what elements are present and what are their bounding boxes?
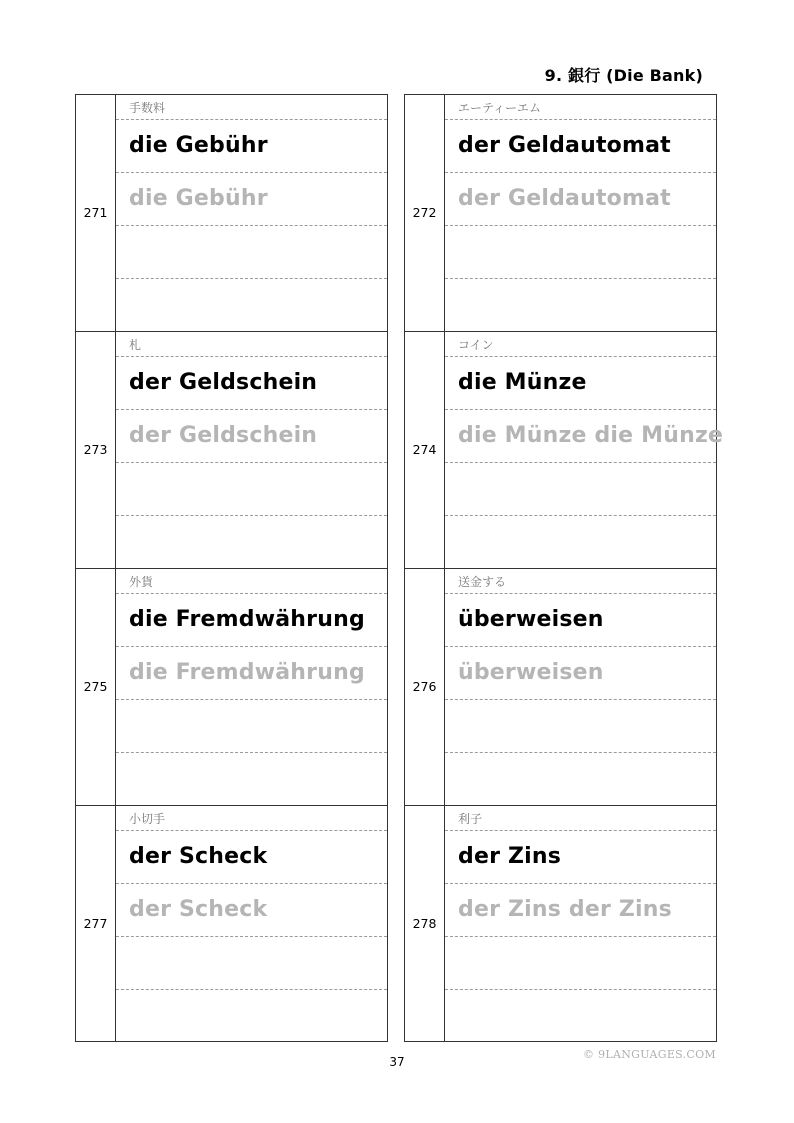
- japanese-meaning: 札: [129, 338, 142, 352]
- trace-word: der Geldautomat: [458, 186, 671, 211]
- practice-line: [116, 463, 387, 516]
- japanese-meaning: 手数料: [129, 101, 166, 115]
- chapter-title: 9. 銀行 (Die Bank): [544, 66, 703, 85]
- japanese-meaning: 小切手: [129, 812, 166, 826]
- practice-line: [445, 937, 716, 990]
- vocab-card-275: [75, 568, 388, 805]
- meaning-row: [445, 806, 716, 831]
- card-number: 271: [83, 205, 108, 220]
- number-cell: [76, 95, 116, 331]
- german-word: der Scheck: [129, 844, 268, 869]
- trace-row: [445, 647, 716, 700]
- japanese-meaning: コイン: [458, 338, 494, 352]
- practice-line: [116, 516, 387, 569]
- trace-word: die Fremdwährung: [129, 660, 365, 685]
- number-cell: [405, 569, 445, 805]
- number-cell: [405, 332, 445, 568]
- card-number: 278: [412, 916, 437, 931]
- trace-word: der Geldschein: [129, 423, 318, 448]
- page-number: 37: [389, 1055, 405, 1069]
- practice-line: [445, 516, 716, 569]
- word-row: [116, 594, 387, 647]
- practice-line: [116, 279, 387, 332]
- practice-line: [116, 700, 387, 753]
- practice-line: [445, 226, 716, 279]
- vocab-card-277: [75, 805, 388, 1042]
- meaning-row: [116, 95, 387, 120]
- card-number: 272: [412, 205, 437, 220]
- japanese-meaning: 送金する: [458, 575, 507, 589]
- meaning-row: [116, 332, 387, 357]
- practice-line: [445, 463, 716, 516]
- practice-line: [445, 279, 716, 332]
- word-row: [116, 831, 387, 884]
- japanese-meaning: 外貨: [129, 575, 154, 589]
- vocab-card-278: [404, 805, 717, 1042]
- word-row: [445, 120, 716, 173]
- vocab-card-273: [75, 331, 388, 568]
- german-word: der Zins: [458, 844, 562, 869]
- card-number: 275: [83, 679, 108, 694]
- word-row: [445, 357, 716, 410]
- german-word: die Münze: [458, 370, 587, 395]
- practice-line: [116, 937, 387, 990]
- trace-row: [445, 410, 724, 463]
- vocab-card-272: [404, 94, 717, 331]
- german-word: überweisen: [458, 607, 604, 632]
- meaning-row: [445, 569, 716, 594]
- german-word: die Fremdwährung: [129, 607, 365, 632]
- card-number: 273: [83, 442, 108, 457]
- word-row: [116, 120, 387, 173]
- number-cell: [76, 806, 116, 1041]
- trace-row: [116, 647, 387, 700]
- trace-row: [116, 173, 387, 226]
- copyright-notice: © 9LANGUAGES.COM: [583, 1048, 716, 1061]
- number-cell: [405, 95, 445, 331]
- number-cell: [76, 332, 116, 568]
- meaning-row: [116, 569, 387, 594]
- practice-line: [445, 700, 716, 753]
- japanese-meaning: 利子: [458, 812, 483, 826]
- german-word: der Geldautomat: [458, 133, 671, 158]
- trace-row: [445, 173, 716, 226]
- word-row: [445, 594, 716, 647]
- trace-row: [445, 884, 716, 937]
- meaning-row: [445, 332, 716, 357]
- number-cell: [76, 569, 116, 805]
- japanese-meaning: エーティーエム: [458, 101, 542, 115]
- german-word: die Gebühr: [129, 133, 268, 158]
- vocab-card-271: [75, 94, 388, 331]
- word-row: [445, 831, 716, 884]
- card-number: 277: [83, 916, 108, 931]
- number-cell: [405, 806, 445, 1041]
- german-word: der Geldschein: [129, 370, 318, 395]
- trace-word: die Münze die Münze: [458, 423, 724, 448]
- meaning-row: [116, 806, 387, 831]
- practice-line: [116, 990, 387, 1043]
- trace-word: der Scheck: [129, 897, 268, 922]
- trace-row: [116, 884, 387, 937]
- word-row: [116, 357, 387, 410]
- practice-line: [116, 226, 387, 279]
- card-number: 274: [412, 442, 437, 457]
- trace-word: überweisen: [458, 660, 604, 685]
- practice-line: [445, 990, 716, 1043]
- card-number: 276: [412, 679, 437, 694]
- vocab-card-276: [404, 568, 717, 805]
- trace-row: [116, 410, 387, 463]
- meaning-row: [445, 95, 716, 120]
- trace-word: die Gebühr: [129, 186, 268, 211]
- practice-line: [445, 753, 716, 806]
- trace-word: der Zins der Zins: [458, 897, 672, 922]
- vocab-card-274: [404, 331, 724, 568]
- practice-line: [116, 753, 387, 806]
